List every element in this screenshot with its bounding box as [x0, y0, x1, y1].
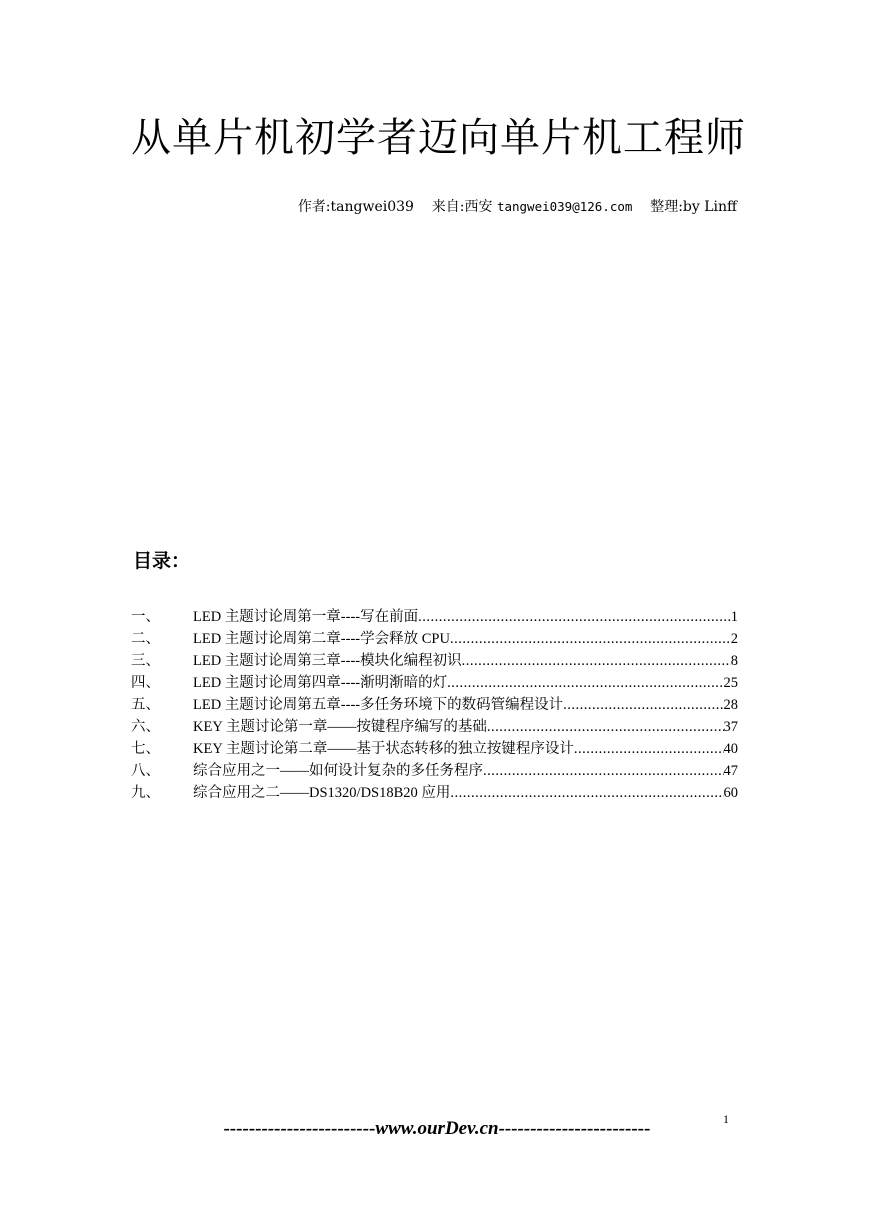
- toc-entry-number: 六、: [131, 719, 160, 735]
- toc-entry[interactable]: [131, 628, 738, 650]
- toc-entry-page: 47: [723, 763, 738, 779]
- toc-entry-page: 37: [723, 719, 738, 735]
- toc-entry-page: 28: [723, 697, 738, 713]
- toc-entry-title: LED 主题讨论周第二章----学会释放 CPU: [193, 631, 450, 647]
- toc-entry-title: 综合应用之一——如何设计复杂的多任务程序: [193, 763, 483, 779]
- toc-entry-title: LED 主题讨论周第五章----多任务环境下的数码管编程设计: [193, 697, 564, 713]
- toc-entry-page: 60: [723, 785, 738, 801]
- toc-dot-leader: [462, 650, 731, 672]
- page-number: 1: [723, 1112, 729, 1126]
- toc-entry-title: KEY 主题讨论第一章——按键程序编写的基础: [193, 719, 487, 735]
- toc-entry-title: 综合应用之二——DS1320/DS18B20 应用: [193, 785, 451, 801]
- toc-entry-number: 五、: [131, 697, 160, 713]
- byline-email: tangwei039@126.com: [496, 199, 633, 214]
- toc-entry-number: 一、: [131, 609, 160, 625]
- toc-dot-leader: [563, 694, 723, 716]
- byline-editor: 整理:by Linff: [650, 199, 737, 215]
- toc-entry-title: LED 主题讨论周第一章----写在前面: [193, 609, 419, 625]
- toc-entry-number: 七、: [131, 741, 160, 757]
- toc-entry-page: 25: [723, 675, 738, 691]
- toc-entry-number: 四、: [131, 675, 160, 691]
- toc-dot-leader: [483, 760, 724, 782]
- toc-entry-page: 2: [730, 631, 738, 647]
- toc-entry-page: 40: [723, 741, 738, 757]
- byline-author: 作者:tangwei039: [297, 199, 414, 215]
- toc-dot-leader: [450, 628, 731, 650]
- byline: [298, 197, 737, 217]
- toc-entry-title: LED 主题讨论周第四章----渐明渐暗的灯: [193, 675, 448, 691]
- toc-dot-leader: [418, 606, 731, 628]
- toc-entry[interactable]: [131, 672, 738, 694]
- toc-entry-number: 二、: [131, 631, 160, 647]
- toc-heading: 目录：: [133, 550, 191, 572]
- byline-from: 来自:西安: [431, 199, 493, 215]
- toc-entry-number: 九、: [131, 785, 160, 801]
- toc-entry-page: 1: [730, 609, 738, 625]
- toc-entry-number: 三、: [131, 653, 160, 669]
- toc-entry[interactable]: [131, 694, 738, 716]
- toc-entry-title: LED 主题讨论周第三章----模块化编程初识: [193, 653, 462, 669]
- toc-dot-leader: [450, 782, 723, 804]
- toc-entry[interactable]: [131, 782, 738, 804]
- toc-dot-leader: [574, 738, 724, 760]
- toc-entry-number: 八、: [131, 763, 160, 779]
- document-title: 从单片机初学者迈向单片机工程师: [131, 115, 746, 161]
- toc-entry[interactable]: [131, 716, 738, 738]
- toc-dot-leader: [487, 716, 724, 738]
- toc-entry[interactable]: [131, 606, 738, 628]
- toc-entry-page: 8: [730, 653, 738, 669]
- toc-entry-title: KEY 主题讨论第二章——基于状态转移的独立按键程序设计: [193, 741, 574, 757]
- toc-dot-leader: [447, 672, 723, 694]
- table-of-contents: [131, 606, 738, 804]
- toc-entry[interactable]: [131, 738, 738, 760]
- toc-entry[interactable]: [131, 760, 738, 782]
- footer-website: ------------------------www.ourDev.cn------------------------: [223, 1118, 651, 1139]
- toc-entry[interactable]: [131, 650, 738, 672]
